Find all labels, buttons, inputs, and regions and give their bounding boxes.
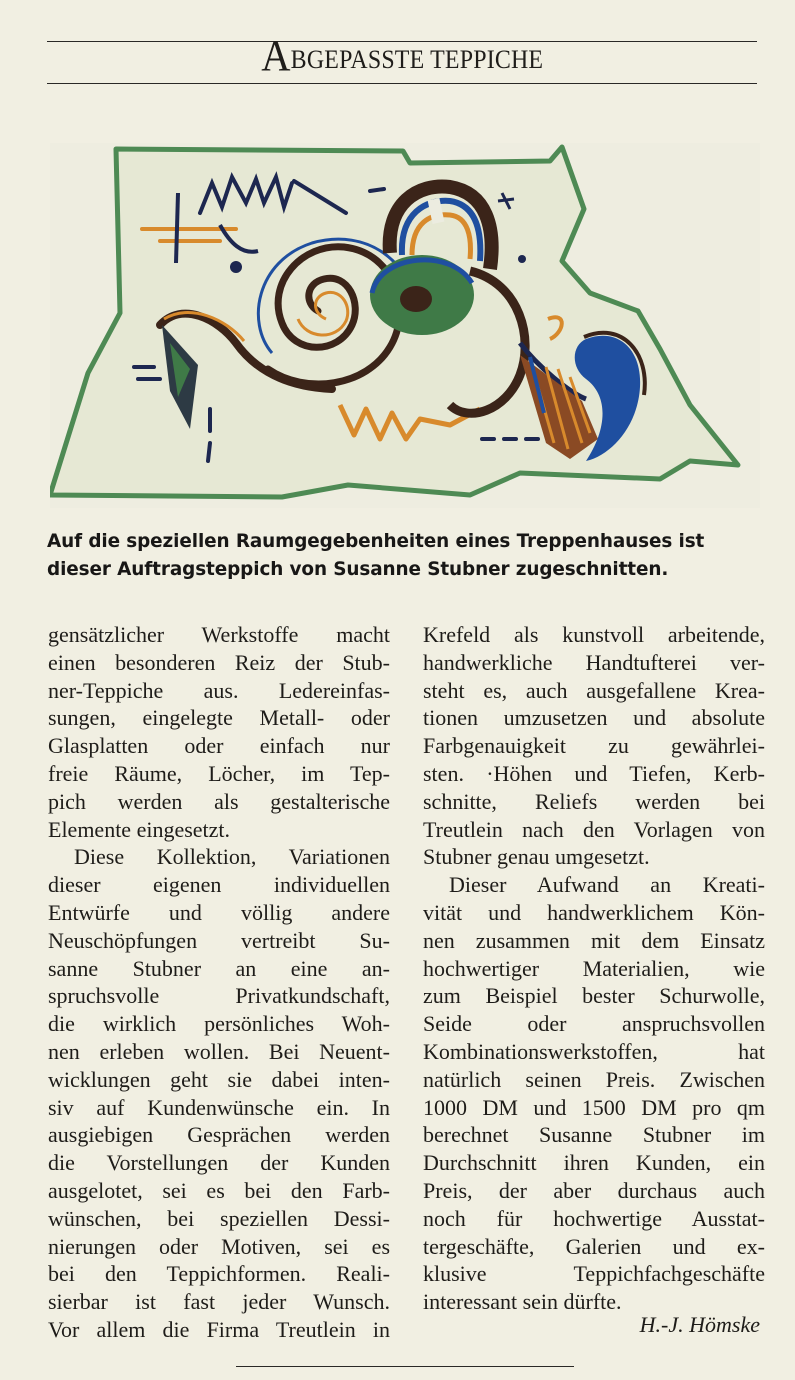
text-line: nierungen oder Motiven, sei es [48, 1233, 390, 1259]
text-line: Entwürfe und völlig andere [48, 899, 390, 925]
footer-rule [236, 1366, 574, 1367]
text-line: Stubner genau umgesetzt. [423, 844, 650, 870]
text-line: Seide oder anspruchsvollen [423, 1011, 765, 1037]
text-line: pich werden als gestalterische [48, 788, 390, 814]
author-signature: H.-J. Hömske [639, 1312, 760, 1337]
rug-photo [50, 143, 760, 508]
caption-line: Auf die speziellen Raumgegebenheiten eines Treppenhauses ist [47, 531, 705, 552]
text-line: einen besonderen Reiz der Stub- [48, 649, 390, 675]
text-line: ner-Teppiche aus. Ledereinfas- [48, 677, 390, 703]
text-line: 1000 DM und 1500 DM pro qm [423, 1094, 765, 1120]
text-line: Neuschöpfungen vertreibt Su- [48, 927, 390, 953]
text-line: Glasplatten oder einfach nur [48, 733, 390, 759]
rug-dot [230, 261, 242, 273]
text-line: tergeschäfte, Galerien und ex- [423, 1233, 765, 1259]
rug-mark-top [370, 189, 384, 191]
photo-caption [47, 528, 759, 584]
text-line: gensätzlicher Werkstoffe macht [48, 622, 390, 647]
article-column-right [423, 621, 765, 1316]
text-line: Vor allem die Firma Treutlein in [48, 1316, 390, 1342]
text-line: nen zusammen mit dem Einsatz [423, 927, 765, 953]
text-line: siv auf Kundenwünsche ein. In [48, 1094, 390, 1120]
rug-dot-right [518, 255, 526, 263]
rug-cross-line [176, 193, 178, 263]
text-line: interessant sein dürfte. [423, 1289, 622, 1315]
text-line: Preis, der aber durchaus auch [423, 1177, 765, 1203]
text-line: noch für hochwertige Ausstat- [423, 1205, 765, 1231]
text-line: Dieser Aufwand an Kreati- [449, 872, 765, 898]
text-line: bei den Teppichformen. Reali- [48, 1261, 390, 1287]
section-title [261, 32, 543, 85]
text-line: tionen umzusetzen und absolute [423, 705, 765, 731]
text-line: wicklungen geht sie dabei inten- [48, 1066, 390, 1092]
text-line: ausgiebigen Gesprächen werden [48, 1122, 390, 1148]
section-header [47, 32, 757, 82]
caption-line: dieser Auftragsteppich von Susanne Stubner zugeschnitten. [47, 559, 669, 580]
text-line: berechnet Susanne Stubner im [423, 1122, 765, 1148]
text-line: freie Räume, Löcher, im Tep- [48, 760, 390, 786]
text-line: Diese Kollektion, Variationen [74, 844, 390, 870]
text-line: sten. ·Höhen und Tiefen, Kerb- [423, 760, 765, 786]
text-line: wünschen, bei speziellen Dessi- [48, 1205, 390, 1231]
text-line: spruchsvolle Privatkundschaft, [48, 983, 390, 1009]
text-line: Kombinationswerkstoffen, hat [423, 1038, 765, 1064]
article-column-left [48, 621, 390, 1344]
text-line: steht es, auch ausgefallene Krea- [423, 677, 765, 703]
text-line: ausgelotet, sei es bei den Farb- [48, 1177, 390, 1203]
text-line: natürlich seinen Preis. Zwischen [423, 1066, 765, 1092]
text-line: Farbgenauigkeit zu gewährlei- [423, 733, 765, 759]
rug-green-disc-hole [400, 286, 432, 312]
text-line: vität und handwerklichem Kön- [423, 899, 765, 925]
text-line: dieser eigenen individuellen [48, 872, 390, 898]
text-line: zum Beispiel bester Schurwolle, [423, 983, 765, 1009]
text-line: Krefeld als kunstvoll arbeitende, [423, 622, 765, 647]
header-bottom-rule [47, 83, 757, 84]
text-line: sanne Stubner an eine an- [48, 955, 390, 981]
text-line: Treutlein nach den Vorlagen von [423, 816, 765, 842]
text-line: die Vorstellungen der Kunden [48, 1150, 390, 1176]
text-line: Durchschnitt ihren Kunden, ein [423, 1150, 765, 1176]
text-line: Elemente eingesetzt. [48, 816, 231, 842]
text-line: die wirklich persönliches Woh- [48, 1011, 390, 1037]
text-line: hochwertiger Materialien, wie [423, 955, 765, 981]
text-line: klusive Teppichfachgeschäfte [423, 1261, 765, 1287]
section-title-rest: BGEPASSTE TEPPICHE [290, 45, 543, 74]
text-line: schnitte, Reliefs werden bei [423, 788, 765, 814]
text-line: nen erleben wollen. Bei Neuent- [48, 1038, 390, 1064]
text-line: sierbar ist fast jeder Wunsch. [48, 1289, 390, 1315]
text-line: handwerkliche Handtufterei ver- [423, 649, 765, 675]
section-title-initial: A [261, 31, 291, 80]
text-line: sungen, eingelegte Metall- oder [48, 705, 390, 731]
